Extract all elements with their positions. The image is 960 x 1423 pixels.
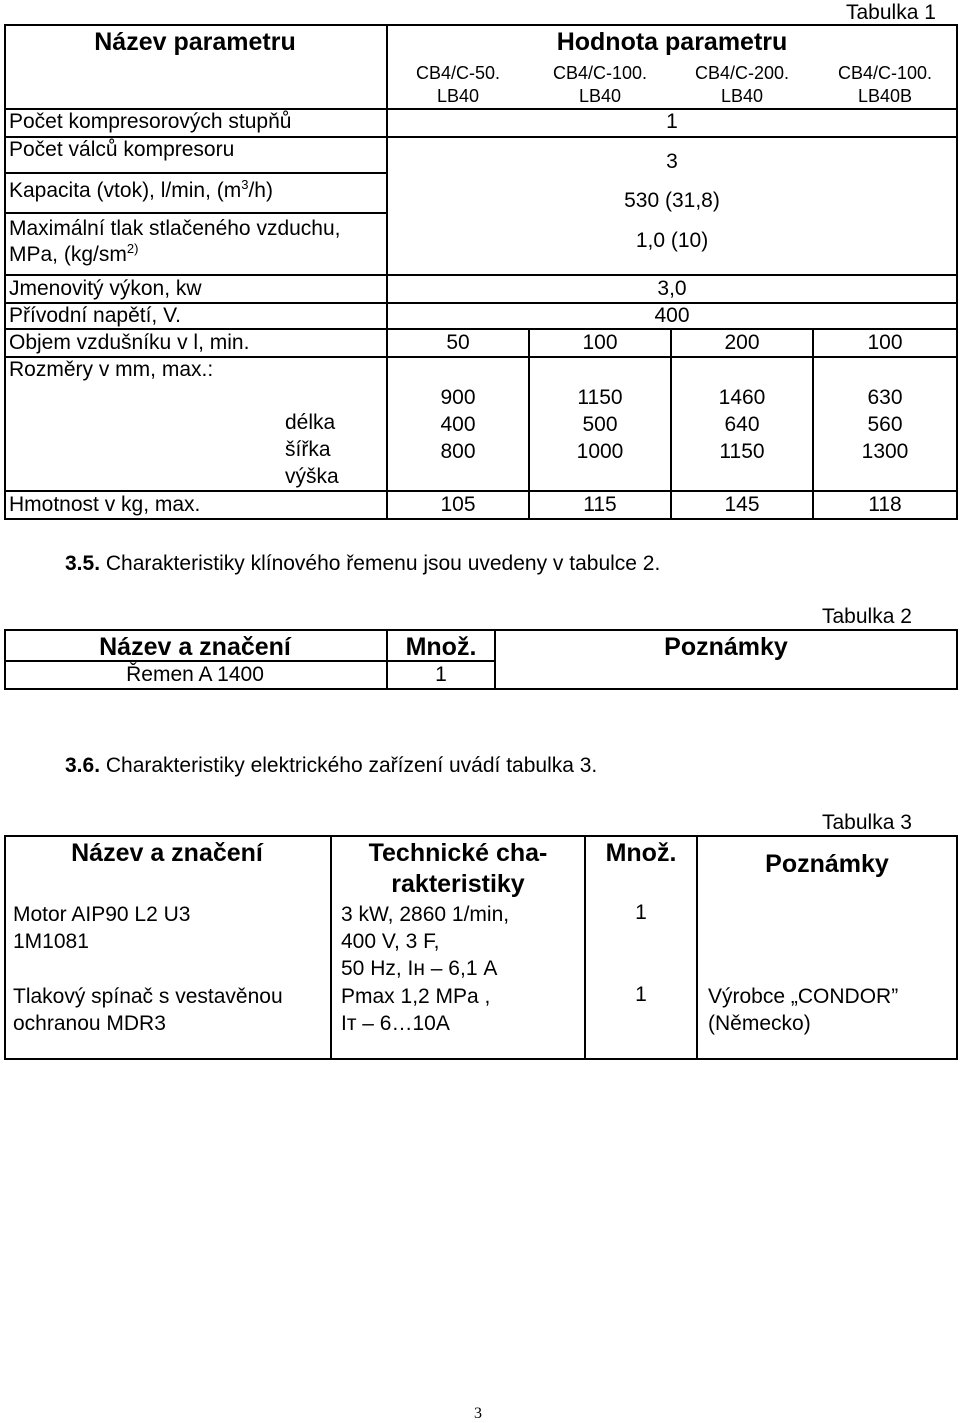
value-tank-1: 50 xyxy=(446,331,470,354)
table2-header-name: Název a značení xyxy=(99,633,291,661)
value-tank-4: 100 xyxy=(867,331,903,354)
section-3-5-paragraph: 3.5. Charakteristiky klínového řemenu jsou uvedeny v tabulce 2. xyxy=(65,552,661,575)
table3-row2-tech: Pmax 1,2 MPa , Iт – 6…10A xyxy=(341,985,491,1035)
section-3-6-paragraph: 3.6. Charakteristiky elektrického zařízení uvádí tabulka 3. xyxy=(65,754,598,777)
table1-caption: Tabulka 1 xyxy=(846,1,936,24)
label-voltage: Přívodní napětí, V. xyxy=(9,304,182,327)
table1-value-header: Hodnota parametru xyxy=(556,28,788,56)
page-number: 3 xyxy=(474,1405,482,1422)
value-pressure: 1,0 (10) xyxy=(635,229,709,252)
table3-header-notes: Poznámky xyxy=(765,850,889,878)
value-tank-2: 100 xyxy=(582,331,618,354)
value-weight-2: 115 xyxy=(583,493,617,516)
label-cylinders: Počet válců kompresoru xyxy=(9,138,235,161)
table3-row2-name: Tlakový spínač s vestavěnou ochranou MDR3 xyxy=(13,985,283,1035)
table2-border-right xyxy=(956,629,958,690)
value-weight-1: 105 xyxy=(440,493,476,516)
table3-border-right xyxy=(956,835,958,1060)
value-dimensions-3: 1460 640 1150 xyxy=(718,386,766,463)
table1-border-left xyxy=(4,24,6,520)
table3-border-left xyxy=(4,835,6,1060)
value-dimensions-4: 630 560 1300 xyxy=(861,386,909,463)
table1-rule xyxy=(4,490,958,492)
table3-row1-name: Motor AIP90 L2 U3 1M1081 xyxy=(13,903,191,953)
value-power: 3,0 xyxy=(657,277,687,300)
label-power: Jmenovitý výkon, kw xyxy=(9,277,202,300)
table1-border-top xyxy=(4,24,958,26)
table2-header-qty: Množ. xyxy=(405,633,477,661)
label-width: šířka xyxy=(285,438,331,461)
table3-header-qty: Množ. xyxy=(605,839,677,867)
table2-border-top xyxy=(4,629,958,631)
label-tank: Objem vzdušníku v l, min. xyxy=(9,331,250,354)
table3-row1-qty: 1 xyxy=(635,901,647,924)
value-dimensions-1: 900 400 800 xyxy=(440,386,476,463)
label-weight: Hmotnost v kg, max. xyxy=(9,493,201,516)
table1-rule xyxy=(4,212,388,214)
table1-rule xyxy=(4,274,958,276)
model-header-1: CB4/C-50. LB40 xyxy=(415,63,501,106)
model-header-3: CB4/C-200. LB40 xyxy=(694,63,790,106)
value-dimensions-2: 1150 500 1000 xyxy=(576,386,624,463)
value-weight-4: 118 xyxy=(868,493,902,516)
value-weight-3: 145 xyxy=(724,493,760,516)
table3-divider xyxy=(584,835,586,1060)
table3-header-name: Název a značení xyxy=(71,839,263,867)
table3-header-tech: Technické cha- rakteristiky xyxy=(368,839,548,898)
table3-border-bottom xyxy=(4,1058,958,1060)
label-length: délka xyxy=(285,411,336,434)
value-capacity: 530 (31,8) xyxy=(624,189,720,212)
table1-name-header: Název parametru xyxy=(94,28,296,56)
table2-row-qty: 1 xyxy=(435,663,447,686)
model-header-2: CB4/C-100. LB40 xyxy=(552,63,648,106)
label-capacity: Kapacita (vtok), l/min, $(m^3/h)$ xyxy=(9,177,273,202)
table1-border-bottom xyxy=(4,518,958,520)
label-stages: Počet kompresorových stupňů xyxy=(9,110,292,133)
table3-border-top xyxy=(4,835,958,837)
value-tank-3: 200 xyxy=(724,331,760,354)
label-dimensions: Rozměry v mm, max.: xyxy=(9,358,214,381)
table3-row1-tech: 3 kW, 2860 1/min, 400 V, 3 F, 50 Hz, Iн – 6,1 A xyxy=(341,903,510,980)
table1-rule xyxy=(4,328,958,330)
table2-row-name: Řemen A 1400 xyxy=(126,663,264,686)
value-voltage: 400 xyxy=(654,304,690,327)
model-header-4: CB4/C-100. LB40B xyxy=(837,63,933,106)
table2-header-notes: Poznámky xyxy=(664,633,788,661)
table3-row2-qty: 1 xyxy=(635,983,647,1006)
table1-rule xyxy=(4,172,388,174)
table3-row2-note: Výrobce „CONDOR” (Německo) xyxy=(708,985,899,1035)
table2-caption: Tabulka 2 xyxy=(822,605,912,628)
table1-border-right xyxy=(956,24,958,520)
label-height: výška xyxy=(285,465,339,488)
label-pressure-line2: MPa, ($kg/sm^{2)}$ xyxy=(9,241,139,266)
table2-border-bottom xyxy=(4,688,958,690)
table3-caption: Tabulka 3 xyxy=(822,811,912,834)
value-stages: 1 xyxy=(666,110,678,133)
label-pressure-line1: Maximální tlak stlačeného vzduchu, xyxy=(9,217,341,240)
value-cylinders: 3 xyxy=(666,150,678,173)
